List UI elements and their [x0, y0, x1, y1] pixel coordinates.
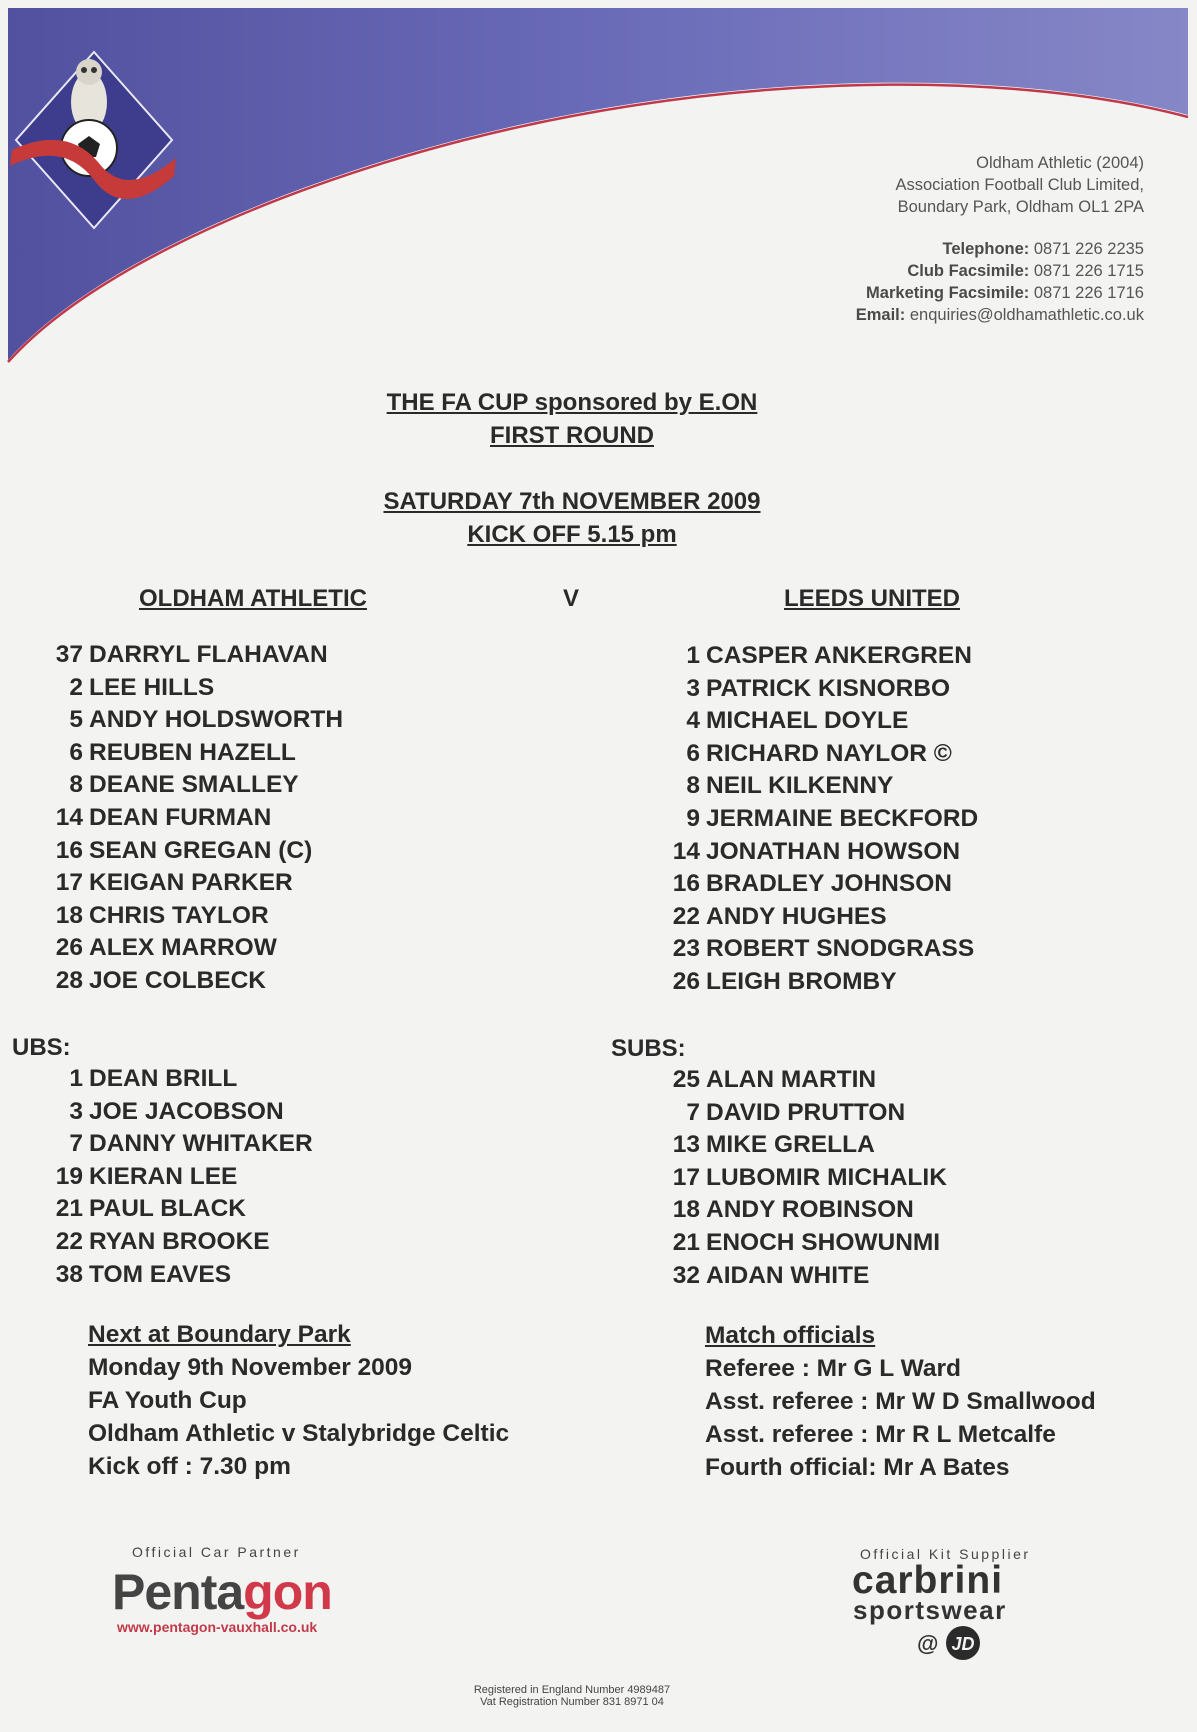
list-item: 25 ALAN MARTIN [672, 1066, 877, 1093]
marketing-fax-line: Marketing Facsimile: 0871 226 1716 [866, 284, 1144, 302]
sportswear-logo: sportswear [853, 1595, 1007, 1625]
list-item: 32 AIDAN WHITE [672, 1261, 870, 1289]
list-item: 2 LEE HILLS [69, 673, 215, 701]
next-fixture-line: Monday 9th November 2009 [88, 1354, 413, 1381]
list-item: 13 MIKE GRELLA [672, 1131, 875, 1159]
club-crest-icon [4, 30, 184, 235]
jd-initials: JD [951, 1634, 975, 1654]
away-substitutes [666, 1064, 947, 1292]
car-partner-caption: Official Car Partner [132, 1544, 301, 1560]
list-item: 19 KIERAN LEE [55, 1162, 238, 1190]
list-item: 17 KEIGAN PARKER [55, 869, 293, 897]
list-item: 23 ROBERT SNODGRASS [672, 935, 975, 963]
list-item: 17 LUBOMIR MICHALIK [672, 1163, 947, 1191]
official-line: Asst. referee : Mr R L Metcalfe [705, 1421, 1056, 1448]
address-line: Oldham Athletic (2004) [976, 154, 1144, 172]
club-fax-line: Club Facsimile: 0871 226 1715 [907, 262, 1144, 280]
email-line: Email: enquiries@oldhamathletic.co.uk [855, 306, 1144, 324]
list-item: 38 TOM EAVES [55, 1260, 232, 1288]
club-address [856, 152, 1144, 326]
match-officials [705, 1319, 1096, 1484]
list-item: 18 ANDY ROBINSON [672, 1196, 914, 1224]
official-line: Referee : Mr G L Ward [705, 1355, 961, 1382]
next-fixture-title: Next at Boundary Park [88, 1321, 351, 1348]
round-title: FIRST ROUND [490, 422, 654, 449]
list-item: 28 JOE COLBECK [55, 966, 266, 994]
list-item: 1 DEAN BRILL [69, 1065, 238, 1092]
list-item: 22 ANDY HUGHES [672, 902, 887, 930]
telephone-line: Telephone: 0871 226 2235 [942, 240, 1144, 258]
list-item: 22 RYAN BROOKE [55, 1227, 270, 1255]
list-item: 18 CHRIS TAYLOR [55, 901, 269, 929]
away-lineup [666, 640, 978, 999]
home-team-title: OLDHAM ATHLETIC [139, 585, 367, 612]
list-item: 21 PAUL BLACK [55, 1195, 246, 1223]
list-item: 7 DAVID PRUTTON [686, 1098, 906, 1126]
list-item: 9 JERMAINE BECKFORD [686, 804, 979, 832]
jd-logo-icon [917, 1622, 997, 1662]
list-item: 6 REUBEN HAZELL [69, 738, 296, 766]
address-line: Association Football Club Limited, [895, 176, 1144, 194]
list-item: 16 BRADLEY JOHNSON [672, 870, 952, 898]
list-item: 26 ALEX MARROW [55, 934, 277, 962]
list-item: 3 PATRICK KISNORBO [686, 674, 951, 702]
registration-number: Registered in England Number 4989487 [473, 1684, 671, 1696]
registration-footer [0, 1684, 1144, 1708]
official-line: Fourth official: Mr A Bates [705, 1454, 1010, 1481]
pentagon-logo: Pentagon [112, 1564, 332, 1620]
away-team-title: LEEDS UNITED [784, 585, 961, 612]
kickoff-time: KICK OFF 5.15 pm [467, 521, 677, 548]
next-fixture [88, 1318, 509, 1483]
address-line: Boundary Park, Oldham OL1 2PA [897, 198, 1144, 216]
list-item: 16 SEAN GREGAN (C) [55, 836, 313, 864]
list-item: 26 LEIGH BROMBY [672, 967, 897, 995]
list-item: 8 DEANE SMALLEY [69, 771, 299, 799]
home-subs-label: UBS: [12, 1034, 71, 1061]
carbrini-logo: carbrini [852, 1559, 1004, 1602]
competition-title: THE FA CUP sponsored by E.ON [386, 389, 758, 416]
list-item: 7 DANNY WHITAKER [69, 1130, 313, 1158]
official-line: Asst. referee : Mr W D Smallwood [705, 1388, 1096, 1415]
list-item: 5 ANDY HOLDSWORTH [69, 706, 344, 734]
kit-supplier-caption: Official Kit Supplier [860, 1546, 1031, 1562]
next-fixture-line: Oldham Athletic v Stalybridge Celtic [88, 1420, 510, 1447]
home-lineup [49, 639, 343, 998]
jd-at-sign: @ [917, 1631, 939, 1656]
list-item: 6 RICHARD NAYLOR © [686, 739, 952, 767]
match-officials-title: Match officials [705, 1322, 876, 1349]
match-date: SATURDAY 7th NOVEMBER 2009 [383, 488, 761, 515]
list-item: 21 ENOCH SHOWUNMI [672, 1228, 941, 1256]
list-item: 3 JOE JACOBSON [69, 1097, 284, 1125]
list-item: 8 NEIL KILKENNY [686, 772, 894, 800]
next-fixture-line: FA Youth Cup [88, 1387, 247, 1414]
versus-label: V [563, 585, 580, 612]
list-item: 4 MICHAEL DOYLE [686, 707, 909, 735]
list-item: 14 JONATHAN HOWSON [672, 837, 961, 865]
next-fixture-line: Kick off : 7.30 pm [88, 1453, 291, 1480]
vat-number: Vat Registration Number 831 8971 04 [480, 1696, 664, 1708]
home-substitutes [49, 1063, 313, 1291]
list-item: 1 CASPER ANKERGREN [686, 642, 972, 669]
away-subs-label: SUBS: [611, 1035, 686, 1062]
pentagon-url: www.pentagon-vauxhall.co.uk [117, 1619, 318, 1635]
list-item: 37 DARRYL FLAHAVAN [55, 641, 328, 668]
list-item: 14 DEAN FURMAN [55, 803, 272, 831]
